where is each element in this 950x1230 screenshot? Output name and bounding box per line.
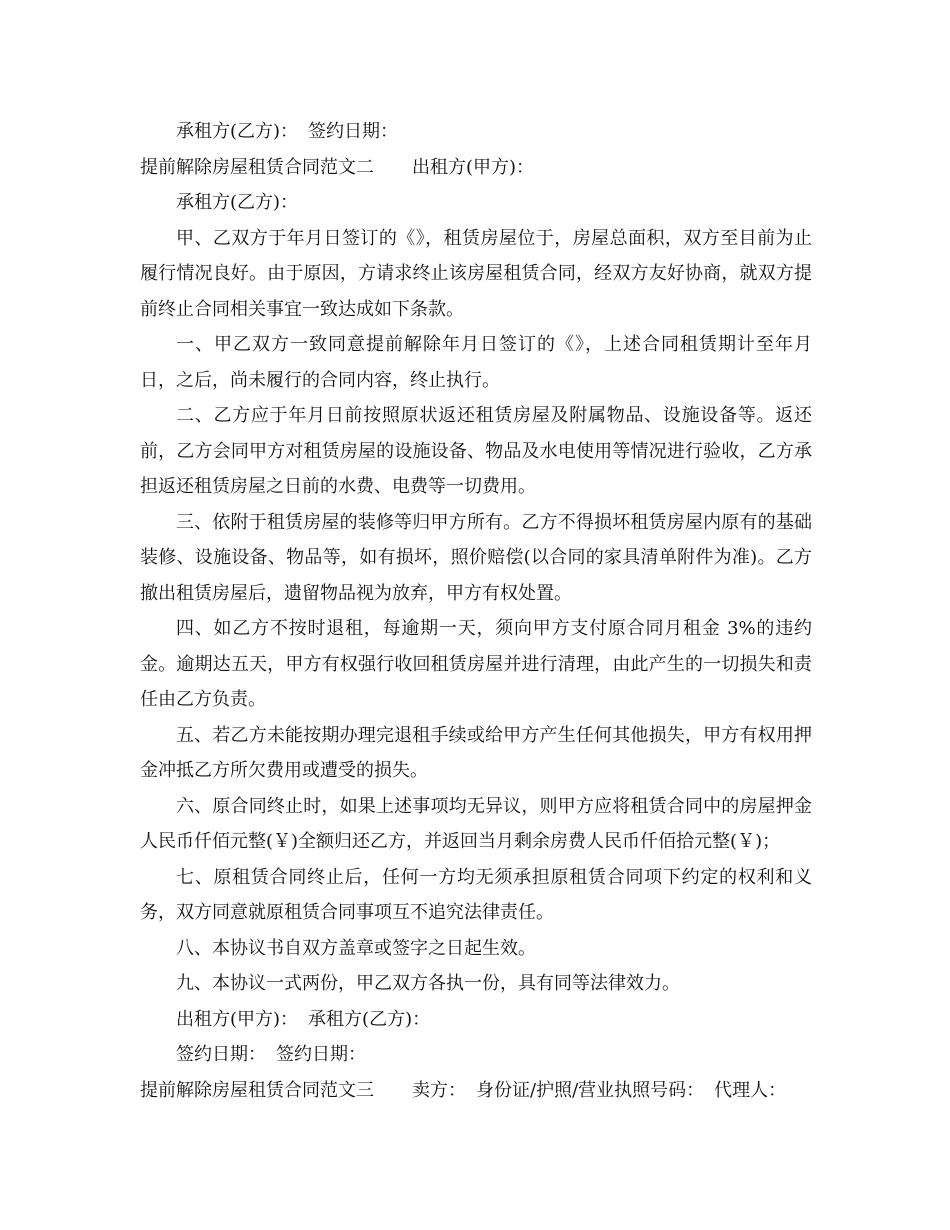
document-body [140,114,812,1108]
tenant-label: 承租方(乙方)： [176,121,299,142]
clause-4: 四、如乙方不按时退租，每逾期一天，须向甲方支付原合同月租金 3%的违约金。逾期达五天，甲方有权强行收回租赁房屋并进行清理，由此产生的一切损失和责任由乙方负责。 [140,618,812,710]
paragraph-intro: 甲、乙双方于年月日签订的《》，租赁房屋位于，房屋总面积，双方至目前为止履行情况良好。由于原因，方请求终止该房屋租赁合同，经双方友好协商，就双方提前终止合同相关事宜一致达成如下条款。 [140,227,812,320]
tenant-signature-label: 承租方(乙方)： [308,1008,431,1030]
tenant-line [140,185,812,221]
signature-line-parties [140,1002,812,1038]
id-number-label: 身份证/护照/营业执照号码： [476,1079,705,1101]
clause-9: 九、本协议一式两份，甲乙双方各执一份，具有同等法律效力。 [176,973,680,994]
section-heading-line-2 [140,150,812,186]
tenant-label-2: 承租方(乙方)： [176,192,299,213]
signature-line-tenant-date [140,114,812,150]
section-title-3: 提前解除房屋租赁合同范文三 [140,1079,374,1101]
clause-1: 一、甲乙双方一致同意提前解除年月日签订的《》，上述合同租赁期计至年月日，之后，尚未履行的合同内容，终止执行。 [140,334,812,391]
agent-label: 代理人： [714,1079,787,1101]
clause-7: 七、原租赁合同终止后，任何一方均无须承担原租赁合同项下约定的权利和义务，双方同意就原租赁合同事项互不追究法律责任。 [140,866,812,923]
tenant-date-label: 签约日期： [276,1044,366,1065]
clause-3: 三、依附于租赁房屋的装修等归甲方所有。乙方不得损坏租赁房屋内原有的基础装修、设施设备、物品等，如有损坏，照价赔偿(以合同的家具清单附件为准)。乙方撤出租赁房屋后，遗留物品视为放弃，甲方有权处置。 [140,511,812,604]
section-heading-line-3 [140,1073,812,1109]
landlord-date-label: 签约日期： [176,1044,266,1065]
landlord-label: 出租方(甲方)： [412,156,535,178]
clause-6: 六、原合同终止时，如果上述事项均无异议，则甲方应将租赁合同中的房屋押金人民币仟佰元整(￥)全额归还乙方，并返回当月剩余房费人民币仟佰拾元整(￥)； [140,795,812,852]
signature-line-dates [140,1037,812,1073]
clause-5: 五、若乙方未能按期办理完退租手续或给甲方产生任何其他损失，甲方有权用押金冲抵乙方所欠费用或遭受的损失。 [140,724,812,781]
seller-label: 卖方： [412,1079,466,1101]
section-title-2: 提前解除房屋租赁合同范文二 [140,156,374,178]
landlord-signature-label: 出租方(甲方)： [176,1008,299,1030]
clause-8: 八、本协议书自双方盖章或签字之日起生效。 [176,937,536,959]
clause-2: 二、乙方应于年月日前按照原状返还租赁房屋及附属物品、设施设备等。返还前，乙方会同甲方对租赁房屋的设施设备、物品及水电使用等情况进行验收，乙方承担返还租赁房屋之日前的水费、电费等一切费用。 [140,405,812,497]
sign-date-label: 签约日期： [308,121,399,142]
